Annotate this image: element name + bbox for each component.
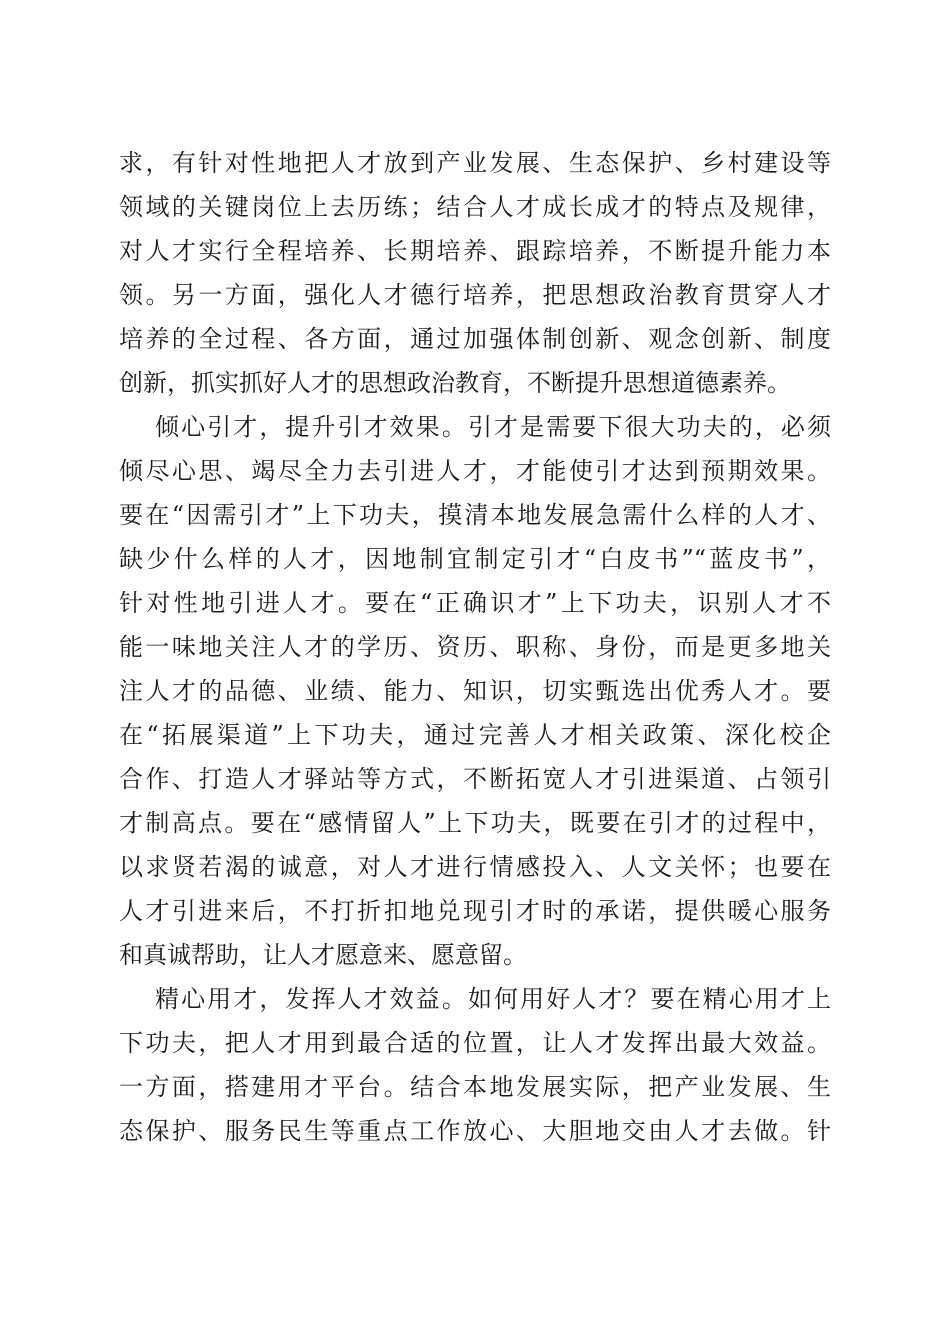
paragraph-start-line: 精心用才，发挥人才效益。如何用好人才？要在精心用才上: [155, 985, 831, 1013]
text-line: 求，有针对性地把人才放到产业发展、生态保护、乡村建设等: [119, 149, 831, 177]
text-line: 倾尽心思、竭尽全力去引进人才，才能使引才达到预期效果。: [119, 457, 831, 485]
text-line: 培养的全过程、各方面，通过加强体制创新、观念创新、制度: [119, 325, 831, 353]
text-line: 缺少什么样的人才，因地制宜制定引才“白皮书”“蓝皮书”，: [119, 545, 831, 573]
text-line: 一方面，搭建用才平台。结合本地发展实际，把产业发展、生: [119, 1073, 831, 1101]
text-line: 针对性地引进人才。要在“正确识才”上下功夫，识别人才不: [119, 589, 831, 617]
text-line: 领。另一方面，强化人才德行培养，把思想政治教育贯穿人才: [119, 281, 831, 309]
text-line: 对人才实行全程培养、长期培养、跟踪培养，不断提升能力本: [119, 237, 831, 265]
text-line: 领域的关键岗位上去历练；结合人才成长成才的特点及规律，: [119, 193, 831, 221]
text-line: 下功夫，把人才用到最合适的位置，让人才发挥出最大效益。: [119, 1029, 831, 1057]
text-line: 能一味地关注人才的学历、资历、职称、身份，而是更多地关: [119, 633, 831, 661]
text-line: 态保护、服务民生等重点工作放心、大胆地交由人才去做。针: [119, 1117, 831, 1145]
text-line: 合作、打造人才驿站等方式，不断拓宽人才引进渠道、占领引: [119, 765, 831, 793]
text-line: 要在“因需引才”上下功夫，摸清本地发展急需什么样的人才、: [119, 501, 831, 529]
text-line: 和真诚帮助，让人才愿意来、愿意留。: [119, 941, 527, 969]
text-line: 注人才的品德、业绩、能力、知识，切实甄选出优秀人才。要: [119, 677, 831, 705]
text-line: 才制高点。要在“感情留人”上下功夫，既要在引才的过程中，: [119, 809, 831, 837]
body-text: [119, 141, 831, 1153]
text-line: 在“拓展渠道”上下功夫，通过完善人才相关政策、深化校企: [119, 721, 831, 749]
text-line: 人才引进来后，不打折扣地兑现引才时的承诺，提供暖心服务: [119, 897, 831, 925]
text-line: 创新，抓实抓好人才的思想政治教育，不断提升思想道德素养。: [119, 369, 791, 397]
paragraph-start-line: 倾心引才，提升引才效果。引才是需要下很大功夫的，必须: [155, 413, 831, 441]
text-line: 以求贤若渴的诚意，对人才进行情感投入、人文关怀；也要在: [119, 853, 831, 881]
